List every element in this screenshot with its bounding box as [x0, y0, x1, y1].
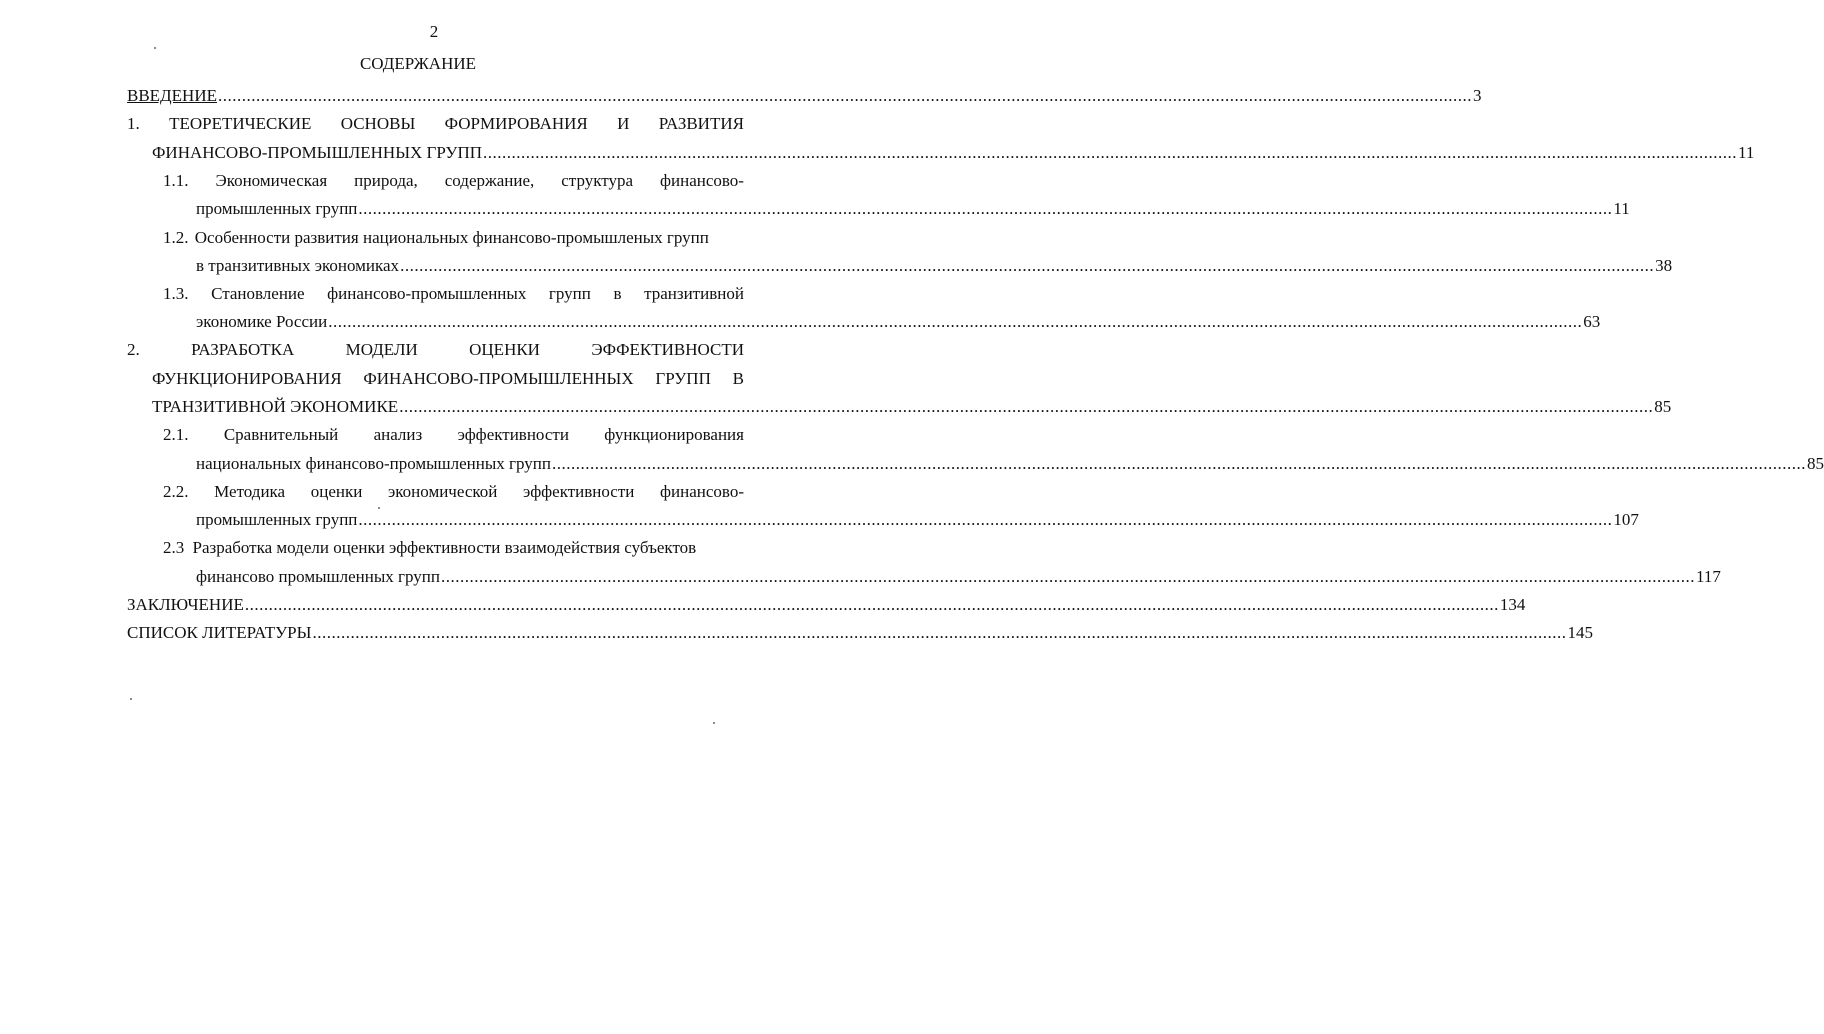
heading-word: экономической: [387, 482, 498, 501]
heading-word: РАЗРАБОТКА: [191, 340, 295, 359]
heading-word: оценки: [310, 482, 363, 501]
heading-word: ФОРМИРОВАНИЯ: [444, 114, 588, 133]
heading-word: В: [732, 369, 744, 388]
toc-chapter-1-heading[interactable]: [127, 112, 744, 136]
heading-word: Сравнительный: [223, 425, 339, 444]
heading-word: эффективности: [457, 425, 569, 444]
toc-section-2-2-cont[interactable]: [196, 508, 1639, 532]
page-number: 2: [429, 22, 439, 41]
leader-dots: ........................................................................................................................................................................................................................................................................: [483, 143, 1738, 162]
leader-dots: ........................................................................................................................................................................................................................................................................: [358, 510, 1613, 529]
toc-page: 145: [1567, 623, 1593, 642]
leader-dots: ........................................................................................................................................................................................................................................................................: [217, 86, 1472, 105]
toc-entry-introduction[interactable]: [127, 84, 1482, 108]
toc-page: 3: [1472, 86, 1482, 105]
heading-word: Становление: [211, 284, 305, 303]
toc-label: Разработка модели оценки эффективности взаимодействия субъектов: [192, 538, 697, 557]
toc-label: в транзитивных экономиках: [196, 256, 400, 275]
toc-label: промышленных групп: [196, 510, 358, 529]
toc-section-1-1[interactable]: [163, 169, 744, 193]
heading-word: структура: [561, 171, 634, 190]
chapter-number: 1.: [127, 114, 140, 133]
toc-page: 85: [1807, 454, 1824, 473]
toc-chapter-2-heading[interactable]: [127, 338, 744, 362]
toc-page: 107: [1613, 510, 1639, 529]
toc-section-2-2[interactable]: [163, 480, 744, 504]
leader-dots: ........................................................................................................................................................................................................................................................................: [399, 397, 1654, 416]
leader-dots: ........................................................................................................................................................................................................................................................................: [552, 454, 1806, 473]
heading-word: И: [617, 114, 630, 133]
heading-word: ОЦЕНКИ: [469, 340, 540, 359]
leader-dots: ........................................................................................................................................................................................................................................................................: [244, 595, 1499, 614]
leader-dots: ........................................................................................................................................................................................................................................................................: [312, 623, 1567, 642]
heading-word: Методика: [214, 482, 286, 501]
section-number: 2.1.: [163, 425, 189, 444]
heading-word: ОСНОВЫ: [340, 114, 416, 133]
heading-word: ТЕОРЕТИЧЕСКИЕ: [169, 114, 312, 133]
toc-section-2-3[interactable]: [163, 536, 744, 560]
heading-word: групп: [548, 284, 591, 303]
section-number: 2.3: [163, 538, 185, 557]
toc-page: 117: [1695, 567, 1721, 586]
toc-section-1-1-cont[interactable]: [196, 197, 1630, 221]
toc-page: 11: [1738, 143, 1755, 162]
heading-word: финансово-: [660, 482, 744, 501]
toc-page: 85: [1654, 397, 1672, 416]
heading-word: анализ: [373, 425, 423, 444]
toc-section-2-1[interactable]: [163, 423, 744, 447]
toc-label: национальных финансово-промышленных групп: [196, 454, 551, 473]
toc-section-2-1-cont[interactable]: [196, 452, 1824, 476]
toc-label: экономике России: [196, 312, 328, 331]
toc-label: СПИСОК ЛИТЕРАТУРЫ: [127, 623, 312, 642]
heading-word: эффективности: [523, 482, 635, 501]
heading-word: РАЗВИТИЯ: [658, 114, 744, 133]
toc-section-1-3-cont[interactable]: [196, 310, 1601, 334]
leader-dots: ........................................................................................................................................................................................................................................................................: [440, 567, 1695, 586]
chapter-number: 2.: [127, 340, 140, 359]
heading-word: Экономическая: [215, 171, 328, 190]
toc-page: 11: [1613, 199, 1630, 218]
heading-word: ФИНАНСОВО-ПРОМЫШЛЕННЫХ: [363, 369, 634, 388]
toc-page: 38: [1655, 256, 1673, 275]
toc-section-1-2[interactable]: [163, 226, 744, 250]
heading-word: МОДЕЛИ: [345, 340, 418, 359]
heading-word: природа,: [354, 171, 418, 190]
toc-section-2-3-cont[interactable]: [196, 565, 1721, 589]
heading-word: ФУНКЦИОНИРОВАНИЯ: [152, 369, 342, 388]
heading-word: транзитивной: [644, 284, 744, 303]
toc-label: ФИНАНСОВО-ПРОМЫШЛЕННЫХ ГРУПП: [152, 143, 483, 162]
heading-word: ЭФФЕКТИВНОСТИ: [591, 340, 744, 359]
scan-speck: [130, 698, 132, 700]
toc-chapter-1-heading-cont[interactable]: [152, 141, 1755, 165]
toc-page: 63: [1583, 312, 1601, 331]
heading-word: функционирования: [604, 425, 744, 444]
section-number: 1.3.: [163, 284, 189, 303]
toc-label: промышленных групп: [196, 199, 358, 218]
toc-section-1-2-cont[interactable]: [196, 254, 1673, 278]
toc-page: 134: [1499, 595, 1526, 614]
leader-dots: ........................................................................................................................................................................................................................................................................: [358, 199, 1613, 218]
toc-label: ТРАНЗИТИВНОЙ ЭКОНОМИКЕ: [152, 397, 399, 416]
heading-word: ГРУПП: [655, 369, 711, 388]
toc-entry-references[interactable]: [127, 621, 1593, 645]
toc-label: ЗАКЛЮЧЕНИЕ: [127, 595, 244, 614]
toc-chapter-2-heading-cont[interactable]: [152, 367, 744, 391]
section-number: 1.2.: [163, 228, 189, 247]
leader-dots: ........................................................................................................................................................................................................................................................................: [400, 256, 1655, 275]
toc-label: ВВЕДЕНИЕ: [127, 86, 217, 105]
page-title: СОДЕРЖАНИЕ: [359, 54, 477, 73]
section-number: 1.1.: [163, 171, 189, 190]
toc-label: финансово промышленных групп: [196, 567, 440, 586]
toc-section-1-3[interactable]: [163, 282, 744, 306]
toc-entry-conclusion[interactable]: [127, 593, 1526, 617]
heading-word: финансово-промышленных: [327, 284, 527, 303]
scan-speck: [378, 507, 380, 509]
scan-speck: [713, 722, 715, 724]
leader-dots: ........................................................................................................................................................................................................................................................................: [328, 312, 1583, 331]
section-number: 2.2.: [163, 482, 189, 501]
scan-speck: [154, 47, 156, 49]
toc-chapter-2-heading-end[interactable]: [152, 395, 1672, 419]
heading-word: содержание,: [444, 171, 535, 190]
toc-label: Особенности развития национальных финансово-промышленых групп: [194, 228, 709, 247]
heading-word: финансово-: [659, 171, 744, 190]
heading-word: в: [613, 284, 622, 303]
